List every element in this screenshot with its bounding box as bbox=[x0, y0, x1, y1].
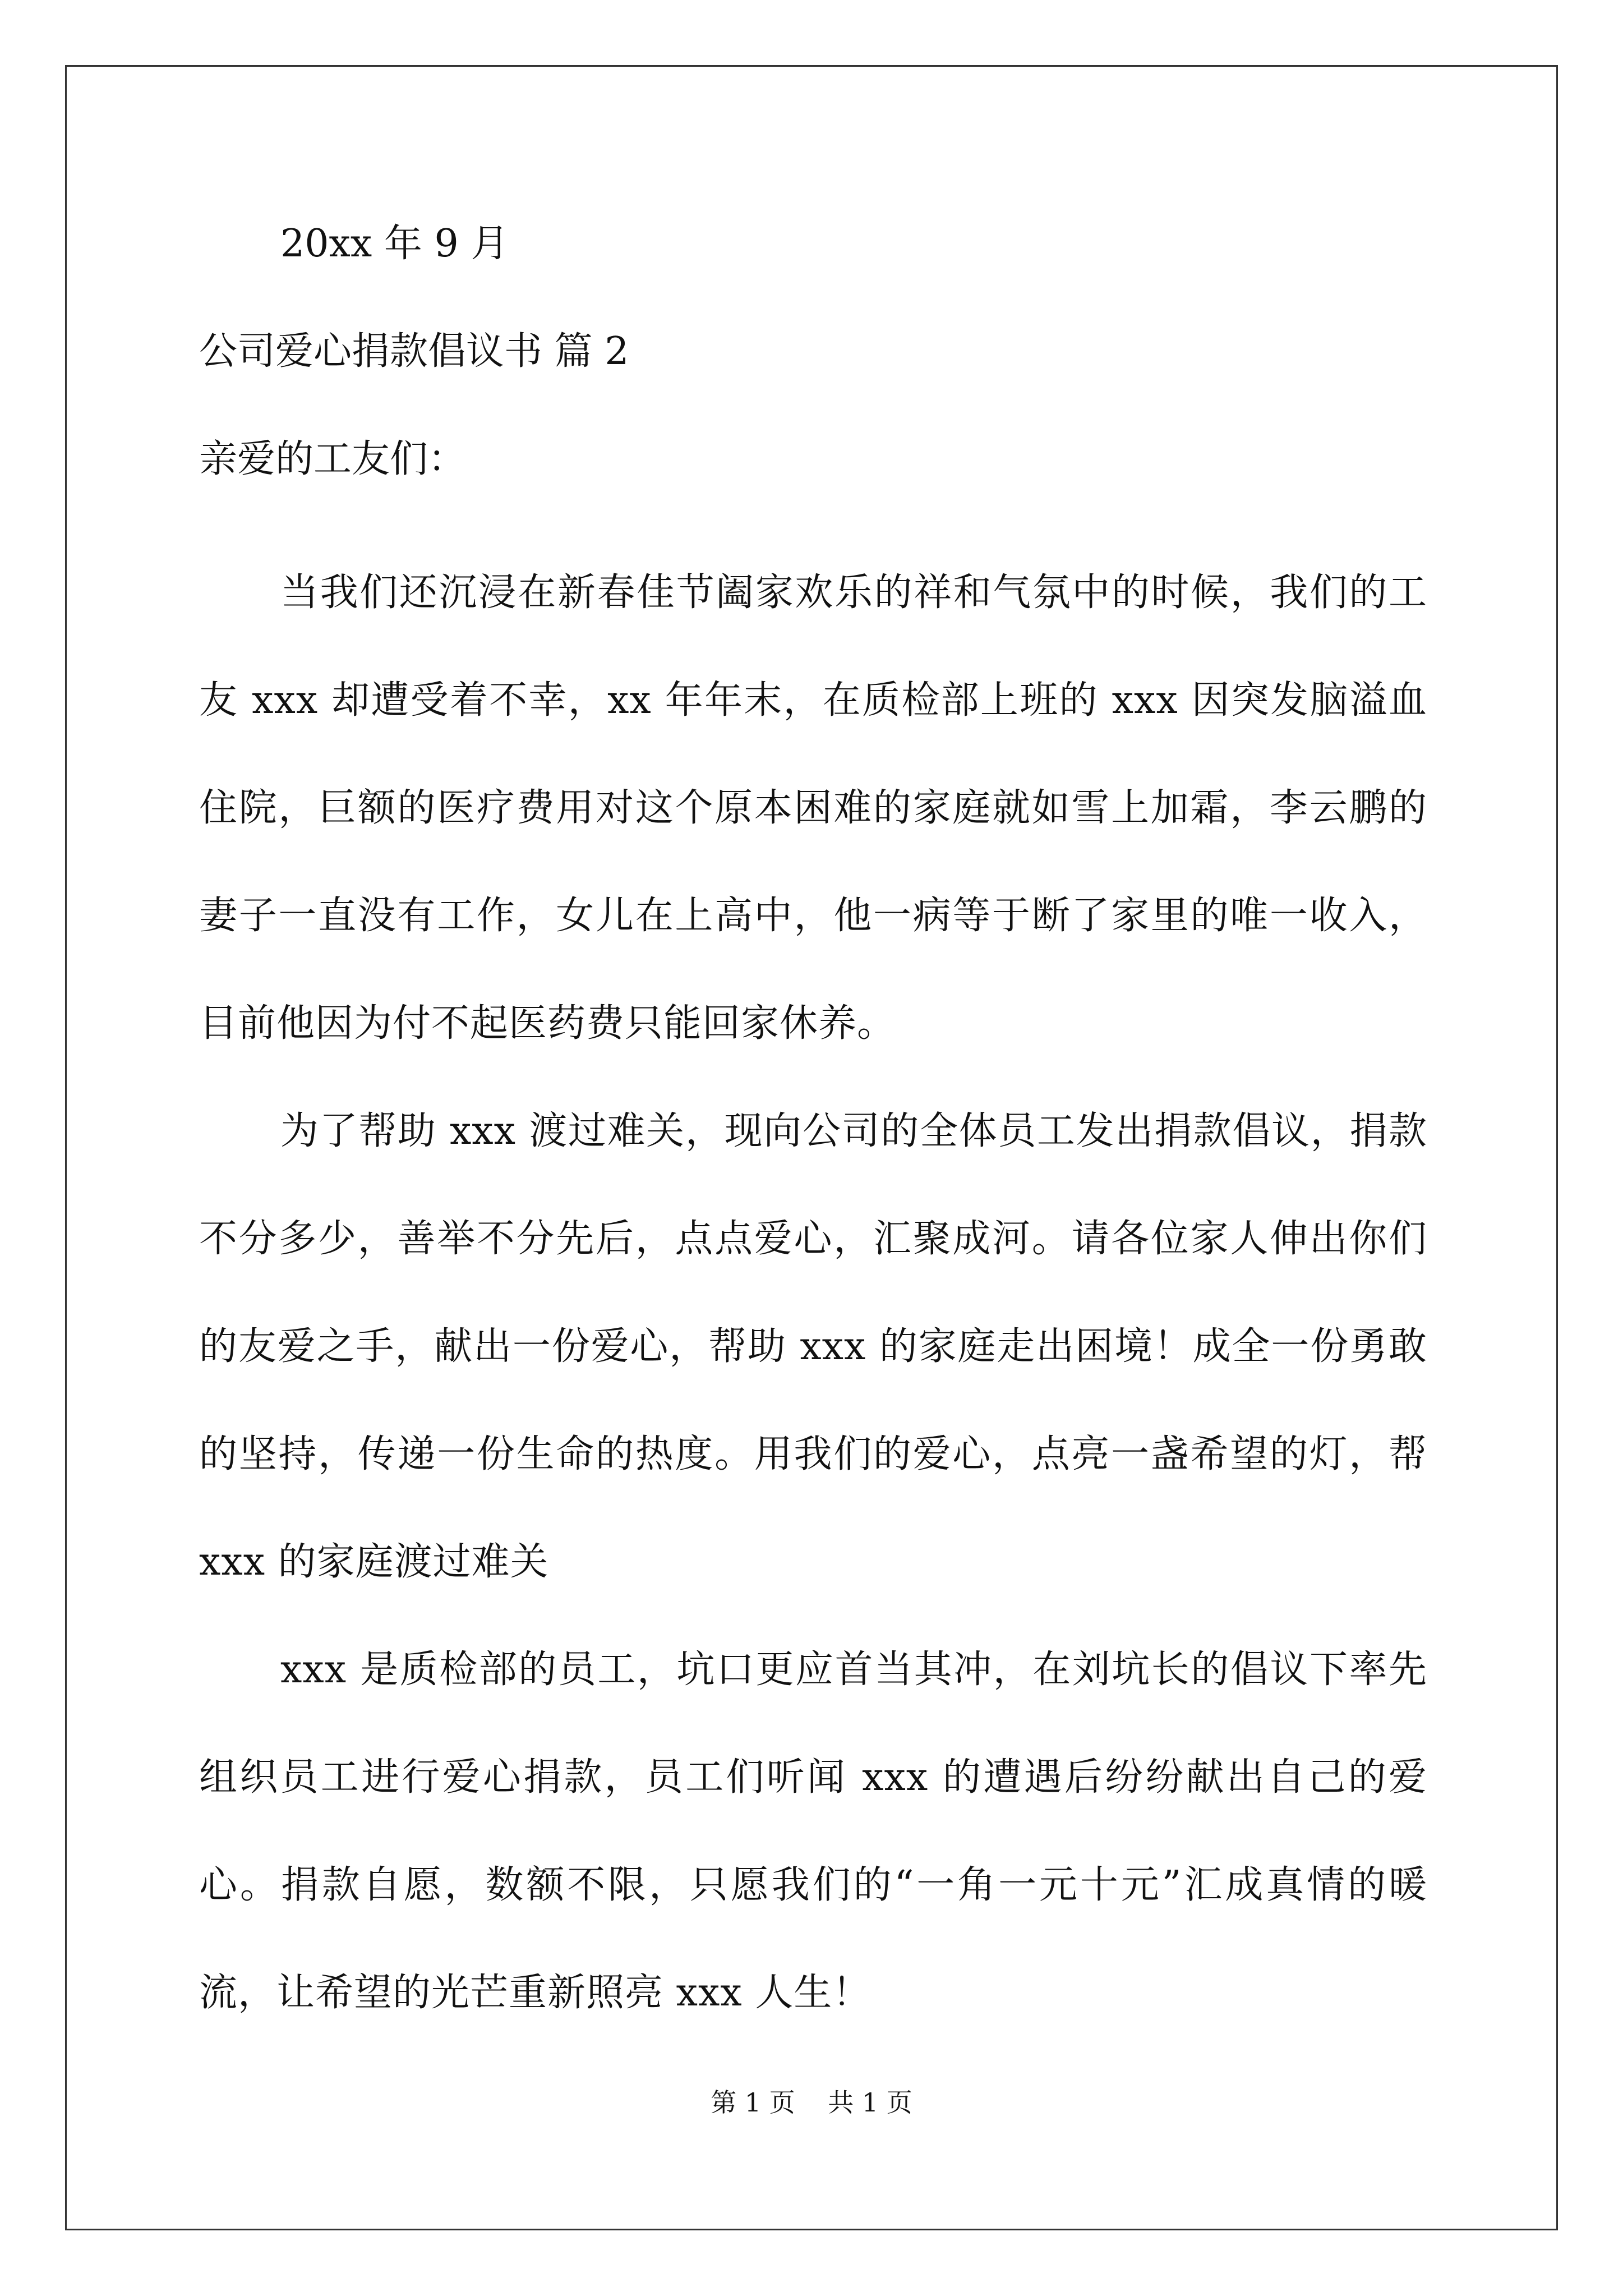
paragraph-2: 为了帮助 xxx 渡过难关，现向公司的全体员工发出捐款倡议，捐款不分多少，善举不分先后，点点爱心，汇聚成河。请各位家人伸出你们的友爱之手，献出一份爱心，帮助 xxx 的家庭走出困境！成全一份勇敢的坚持，传递一份生命的热度。用我们的爱心，点亮一盏希望的灯，帮 xxx 的家庭渡过难关 bbox=[199, 1109, 1427, 1584]
greeting: 亲爱的工友们： bbox=[199, 437, 467, 481]
document-body bbox=[199, 216, 1427, 2047]
document-title: 公司爱心捐款倡议书 篇 2 bbox=[199, 329, 629, 374]
paragraph-1: 当我们还沉浸在新春佳节阖家欢乐的祥和气氛中的时候，我们的工友 xxx 却遭受着不幸，xx 年年末，在质检部上班的 xxx 因突发脑溢血住院，巨额的医疗费用对这个原本困难的家庭就如雪上加霜，李云鹏的妻子一直没有工作，女儿在上高中，他一病等于断了家里的唯一收入，目前他因为付不起医药费只能回家休养。 bbox=[199, 570, 1427, 1046]
paragraph-3: xxx 是质检部的员工，坑口更应首当其冲，在刘坑长的倡议下率先组织员工进行爱心捐款，员工们听闻 xxx 的遭遇后纷纷献出自己的爱心。捐款自愿，数额不限，只愿我们的“一角一元十元”汇成真情的暖流，让希望的光芒重新照亮 xxx 人生！ bbox=[199, 1648, 1427, 2015]
page-footer: 第 1 页 共 1 页 bbox=[711, 2087, 912, 2118]
document-date: 20xx 年 9 月 bbox=[280, 222, 509, 266]
